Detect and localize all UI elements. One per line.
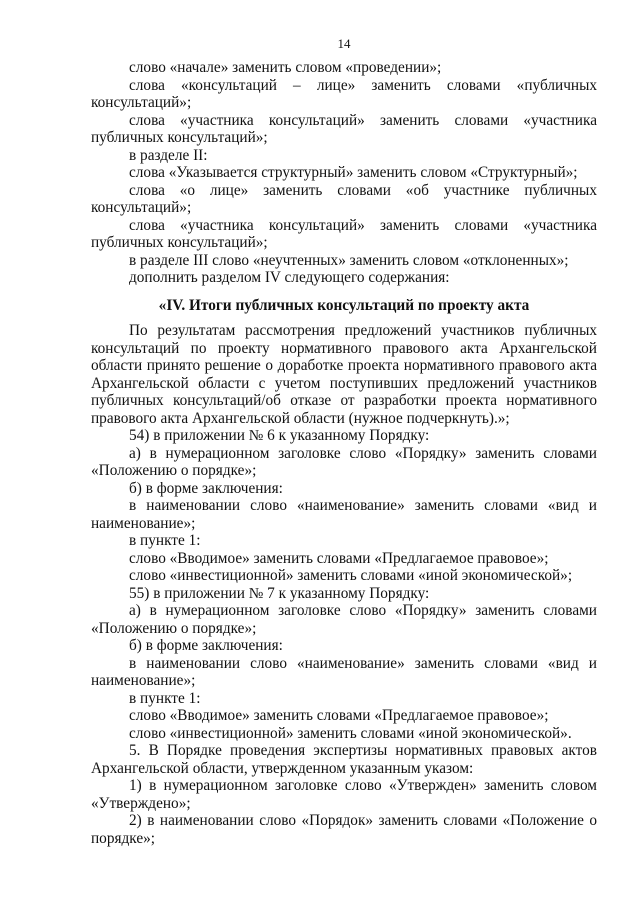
amendment-paragraph: слово «Вводимое» заменить словами «Предлагаемое правовое»;	[129, 707, 549, 724]
amendment-paragraph: По результатам рассмотрения предложений участников публичных консультаций по проекту нормативного правового акта Архангельской области принято решение о доработке проекта нормативного правового акта Архангельской области с учетом поступивших предложений участников публичных консультаций/об отказе от разработки проекта нормативного правового акта Архангельской области (нужное подчеркнуть).»;	[91, 322, 597, 427]
amendment-paragraph: в наименовании слово «наименование» заменить словами «вид и наименование»;	[91, 497, 597, 532]
amendment-paragraph: в наименовании слово «наименование» заменить словами «вид и наименование»;	[91, 654, 597, 689]
amendment-paragraph: а) в нумерационном заголовке слово «Порядку» заменить словами «Положению о порядке»;	[91, 444, 597, 479]
amendment-paragraph: в пункте 1:	[129, 532, 201, 549]
section-heading: «IV. Итоги публичных консультаций по проекту акта	[158, 296, 530, 314]
amendment-paragraph: слова «участника консультаций» заменить словами «участника публичных консультаций»;	[91, 111, 597, 146]
amendment-paragraph: в разделе III слово «неучтенных» заменить словом «отклоненных»;	[129, 251, 569, 269]
amendment-paragraph: слово «инвестиционной» заменить словами «иной экономической».	[129, 724, 572, 742]
page-number: 14	[337, 36, 351, 51]
amendment-paragraph: слова «о лице» заменить словами «об участнике публичных консультаций»;	[91, 181, 597, 216]
amendment-paragraph: дополнить разделом IV следующего содержания:	[129, 269, 450, 286]
amendment-paragraph: а) в нумерационном заголовке слово «Порядку» заменить словами «Положению о порядке»;	[91, 602, 597, 637]
amendment-paragraph: слово «Вводимое» заменить словами «Предлагаемое правовое»;	[129, 549, 549, 567]
amendment-paragraph: слова «Указывается структурный» заменить словом «Структурный»;	[129, 164, 578, 181]
amendment-paragraph: 5. В Порядке проведения экспертизы нормативных правовых актов Архангельской области, утвержденном указанным указом:	[91, 742, 597, 777]
amendment-paragraph: слова «участника консультаций» заменить словами «участника публичных консультаций»;	[91, 216, 597, 251]
amendment-paragraph: 55) в приложении № 7 к указанному Порядку:	[129, 584, 430, 602]
amendment-paragraph: 1) в нумерационном заголовке слово «Утвержден» заменить словом «Утверждено»;	[91, 777, 597, 812]
amendment-paragraph: б) в форме заключения:	[129, 637, 283, 654]
amendment-paragraph: слово «инвестиционной» заменить словами «иной экономической»;	[129, 567, 573, 584]
amendment-paragraph: 54) в приложении № 6 к указанному Порядку:	[129, 427, 430, 444]
amendment-paragraph: б) в форме заключения:	[129, 479, 283, 497]
amendment-paragraph: слова «консультаций – лице» заменить словами «публичных консультаций»;	[91, 76, 597, 111]
document-body	[91, 59, 597, 847]
amendment-paragraph: слово «начале» заменить словом «проведении»;	[129, 59, 442, 76]
amendment-paragraph: 2) в наименовании слово «Порядок» заменить словами «Положение о порядке»;	[91, 812, 597, 847]
amendment-paragraph: в пункте 1:	[129, 689, 201, 707]
amendment-paragraph: в разделе II:	[129, 146, 208, 164]
